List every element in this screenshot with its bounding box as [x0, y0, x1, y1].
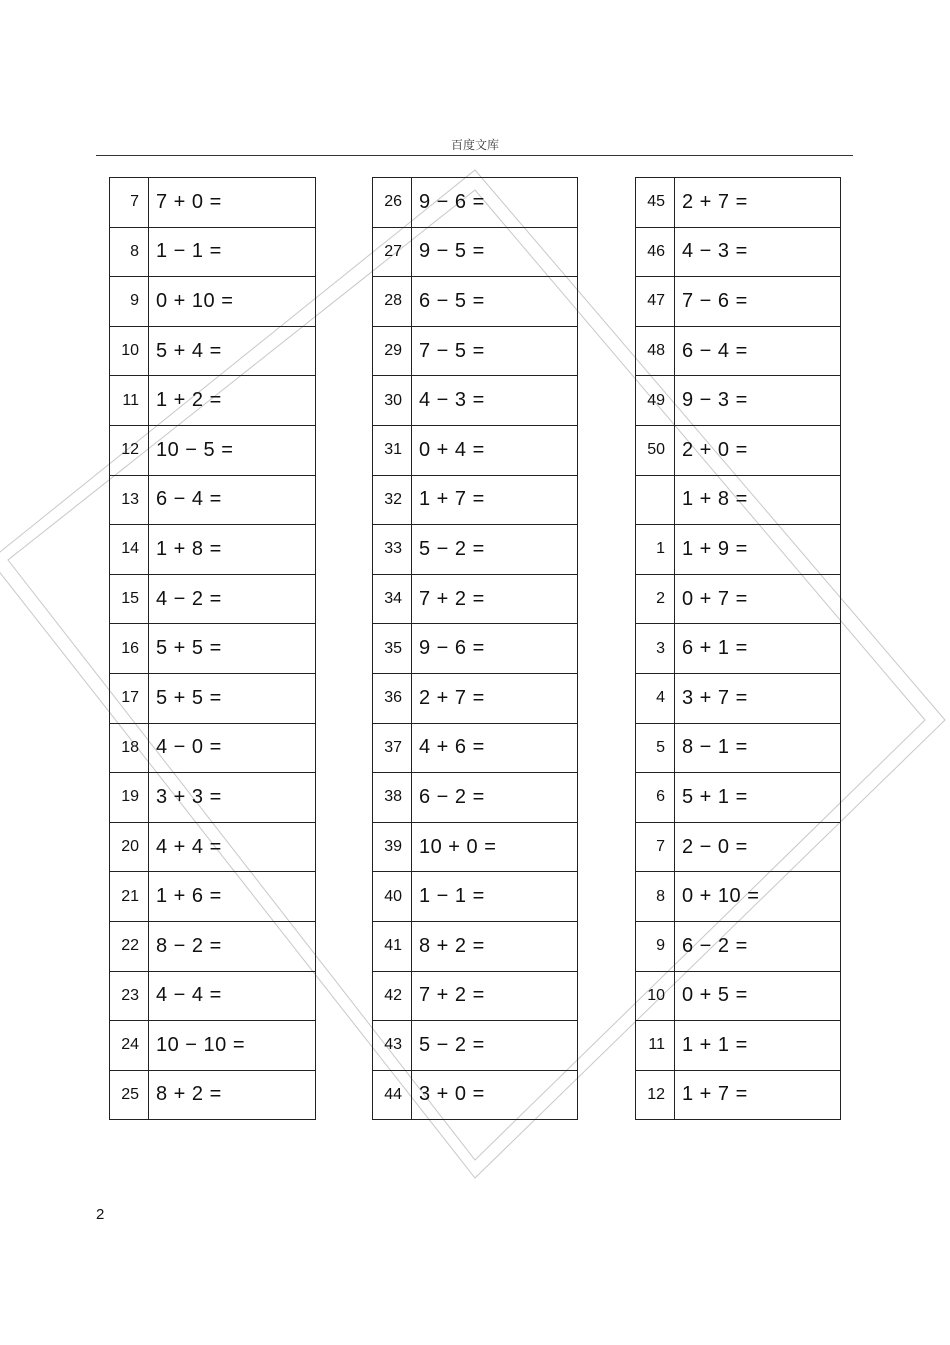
problem-expression: 5 + 4 =	[149, 326, 316, 376]
problem-expression: 8 − 1 =	[675, 723, 841, 773]
problem-row	[636, 326, 841, 376]
problem-row	[636, 178, 841, 228]
problem-row	[636, 376, 841, 426]
problem-row	[373, 227, 578, 277]
problem-row	[373, 1070, 578, 1120]
problem-expression: 2 − 0 =	[675, 822, 841, 872]
problem-expression: 3 + 3 =	[149, 773, 316, 823]
problem-expression: 6 − 4 =	[675, 326, 841, 376]
problem-number: 8	[636, 872, 675, 922]
problem-expression: 1 + 1 =	[675, 1021, 841, 1071]
problem-row	[110, 1021, 316, 1071]
problem-row	[373, 872, 578, 922]
problem-expression: 0 + 4 =	[412, 425, 578, 475]
problem-row	[636, 277, 841, 327]
problem-expression: 8 − 2 =	[149, 921, 316, 971]
problem-number: 2	[636, 574, 675, 624]
problem-row	[636, 475, 841, 525]
problem-row	[373, 277, 578, 327]
problem-number: 45	[636, 178, 675, 228]
problem-expression: 10 + 0 =	[412, 822, 578, 872]
problem-expression: 4 + 4 =	[149, 822, 316, 872]
problem-expression: 10 − 10 =	[149, 1021, 316, 1071]
problem-number: 50	[636, 425, 675, 475]
problem-number: 41	[373, 921, 412, 971]
problem-row	[636, 822, 841, 872]
problem-number: 10	[110, 326, 149, 376]
problem-number: 6	[636, 773, 675, 823]
problem-number: 34	[373, 574, 412, 624]
problem-expression: 1 + 7 =	[675, 1070, 841, 1120]
problem-number: 24	[110, 1021, 149, 1071]
problem-number: 23	[110, 971, 149, 1021]
problem-number: 17	[110, 673, 149, 723]
problem-row	[636, 425, 841, 475]
problem-number: 9	[636, 921, 675, 971]
problem-expression: 5 − 2 =	[412, 1021, 578, 1071]
problem-number: 39	[373, 822, 412, 872]
problem-number: 40	[373, 872, 412, 922]
problem-number: 16	[110, 624, 149, 674]
problem-expression: 1 + 2 =	[149, 376, 316, 426]
problem-number: 21	[110, 872, 149, 922]
problem-row	[373, 475, 578, 525]
problem-number: 18	[110, 723, 149, 773]
problem-expression: 0 + 10 =	[675, 872, 841, 922]
problem-number: 42	[373, 971, 412, 1021]
problem-expression: 0 + 7 =	[675, 574, 841, 624]
problem-number: 35	[373, 624, 412, 674]
problem-row	[636, 872, 841, 922]
problem-expression: 2 + 7 =	[412, 673, 578, 723]
problem-row	[110, 971, 316, 1021]
problem-number: 22	[110, 921, 149, 971]
problem-row	[636, 971, 841, 1021]
problem-number: 5	[636, 723, 675, 773]
problem-row	[110, 178, 316, 228]
problem-expression: 7 + 0 =	[149, 178, 316, 228]
problem-number: 15	[110, 574, 149, 624]
problem-expression: 6 − 2 =	[412, 773, 578, 823]
problem-expression: 6 − 5 =	[412, 277, 578, 327]
problem-row	[373, 773, 578, 823]
problem-row	[110, 1070, 316, 1120]
problem-number: 4	[636, 673, 675, 723]
problem-number: 3	[636, 624, 675, 674]
problem-expression: 7 + 2 =	[412, 971, 578, 1021]
problem-row	[636, 1021, 841, 1071]
problem-number: 26	[373, 178, 412, 228]
problem-number: 25	[110, 1070, 149, 1120]
problem-row	[636, 574, 841, 624]
problem-expression: 4 − 0 =	[149, 723, 316, 773]
problem-row	[110, 425, 316, 475]
problem-number: 36	[373, 673, 412, 723]
problem-row	[636, 673, 841, 723]
problem-expression: 4 − 3 =	[675, 227, 841, 277]
problem-column-3	[635, 177, 841, 1120]
problem-expression: 0 + 5 =	[675, 971, 841, 1021]
problem-row	[373, 425, 578, 475]
problem-number: 7	[110, 178, 149, 228]
problem-number: 38	[373, 773, 412, 823]
problem-row	[636, 723, 841, 773]
problem-row	[373, 376, 578, 426]
problem-row	[373, 326, 578, 376]
problem-row	[110, 326, 316, 376]
problem-number: 11	[110, 376, 149, 426]
problem-expression: 1 + 9 =	[675, 525, 841, 575]
problem-number: 8	[110, 227, 149, 277]
problem-row	[373, 1021, 578, 1071]
problem-row	[110, 227, 316, 277]
problem-expression: 9 − 3 =	[675, 376, 841, 426]
problem-expression: 1 + 8 =	[675, 475, 841, 525]
problem-row	[373, 525, 578, 575]
problem-number: 33	[373, 525, 412, 575]
problem-number: 46	[636, 227, 675, 277]
problem-number: 13	[110, 475, 149, 525]
problem-number: 20	[110, 822, 149, 872]
problem-number: 11	[636, 1021, 675, 1071]
problem-number: 14	[110, 525, 149, 575]
problem-number: 48	[636, 326, 675, 376]
problem-row	[110, 277, 316, 327]
page-number: 2	[96, 1206, 105, 1223]
problem-row	[636, 773, 841, 823]
problem-number: 12	[110, 425, 149, 475]
problem-number: 12	[636, 1070, 675, 1120]
problem-row	[636, 921, 841, 971]
problem-expression: 5 + 5 =	[149, 624, 316, 674]
problem-expression: 8 + 2 =	[149, 1070, 316, 1120]
problem-row	[373, 673, 578, 723]
header-divider	[96, 155, 853, 156]
problem-row	[373, 822, 578, 872]
problem-expression: 9 − 6 =	[412, 624, 578, 674]
problem-row	[373, 178, 578, 228]
problem-row	[373, 574, 578, 624]
problem-row	[110, 872, 316, 922]
problem-expression: 9 − 5 =	[412, 227, 578, 277]
problem-row	[373, 723, 578, 773]
problem-expression: 1 + 8 =	[149, 525, 316, 575]
problem-row	[373, 921, 578, 971]
problem-number: 1	[636, 525, 675, 575]
problem-row	[110, 921, 316, 971]
problem-expression: 1 − 1 =	[149, 227, 316, 277]
problem-expression: 4 − 4 =	[149, 971, 316, 1021]
problem-number: 49	[636, 376, 675, 426]
problem-expression: 1 + 7 =	[412, 475, 578, 525]
problem-column-1	[109, 177, 316, 1120]
problem-number: 32	[373, 475, 412, 525]
problem-number: 27	[373, 227, 412, 277]
problem-expression: 7 − 5 =	[412, 326, 578, 376]
problem-expression: 5 − 2 =	[412, 525, 578, 575]
problem-row	[373, 624, 578, 674]
problem-number: 44	[373, 1070, 412, 1120]
problem-number: 9	[110, 277, 149, 327]
problem-row	[636, 525, 841, 575]
problem-column-2	[372, 177, 578, 1120]
problem-row	[636, 1070, 841, 1120]
problem-number: 43	[373, 1021, 412, 1071]
problem-row	[110, 475, 316, 525]
problem-expression: 4 − 3 =	[412, 376, 578, 426]
problem-row	[636, 227, 841, 277]
problem-row	[373, 971, 578, 1021]
problem-expression: 1 − 1 =	[412, 872, 578, 922]
problem-expression: 2 + 7 =	[675, 178, 841, 228]
problem-row	[110, 673, 316, 723]
problem-row	[110, 574, 316, 624]
problem-expression: 5 + 5 =	[149, 673, 316, 723]
problem-row	[110, 376, 316, 426]
problem-expression: 4 − 2 =	[149, 574, 316, 624]
problem-row	[110, 822, 316, 872]
problem-expression: 10 − 5 =	[149, 425, 316, 475]
problem-number: 31	[373, 425, 412, 475]
problem-row	[110, 525, 316, 575]
problem-expression: 7 + 2 =	[412, 574, 578, 624]
problem-row	[110, 773, 316, 823]
problem-number: 28	[373, 277, 412, 327]
problem-expression: 3 + 7 =	[675, 673, 841, 723]
problem-expression: 7 − 6 =	[675, 277, 841, 327]
problem-expression: 5 + 1 =	[675, 773, 841, 823]
problem-expression: 1 + 6 =	[149, 872, 316, 922]
problem-number: 19	[110, 773, 149, 823]
problem-row	[110, 624, 316, 674]
problem-expression: 3 + 0 =	[412, 1070, 578, 1120]
problem-number: 30	[373, 376, 412, 426]
problem-row	[636, 624, 841, 674]
problem-number: 10	[636, 971, 675, 1021]
problem-expression: 0 + 10 =	[149, 277, 316, 327]
problem-expression: 6 + 1 =	[675, 624, 841, 674]
problem-expression: 6 − 2 =	[675, 921, 841, 971]
page-header-title: 百度文库	[450, 138, 499, 152]
problem-expression: 6 − 4 =	[149, 475, 316, 525]
problem-number: 47	[636, 277, 675, 327]
problem-expression: 2 + 0 =	[675, 425, 841, 475]
problem-number: 29	[373, 326, 412, 376]
problem-expression: 9 − 6 =	[412, 178, 578, 228]
problem-row	[110, 723, 316, 773]
problem-expression: 4 + 6 =	[412, 723, 578, 773]
problem-number: 37	[373, 723, 412, 773]
problem-number: 7	[636, 822, 675, 872]
problem-expression: 8 + 2 =	[412, 921, 578, 971]
problem-number	[636, 475, 675, 525]
